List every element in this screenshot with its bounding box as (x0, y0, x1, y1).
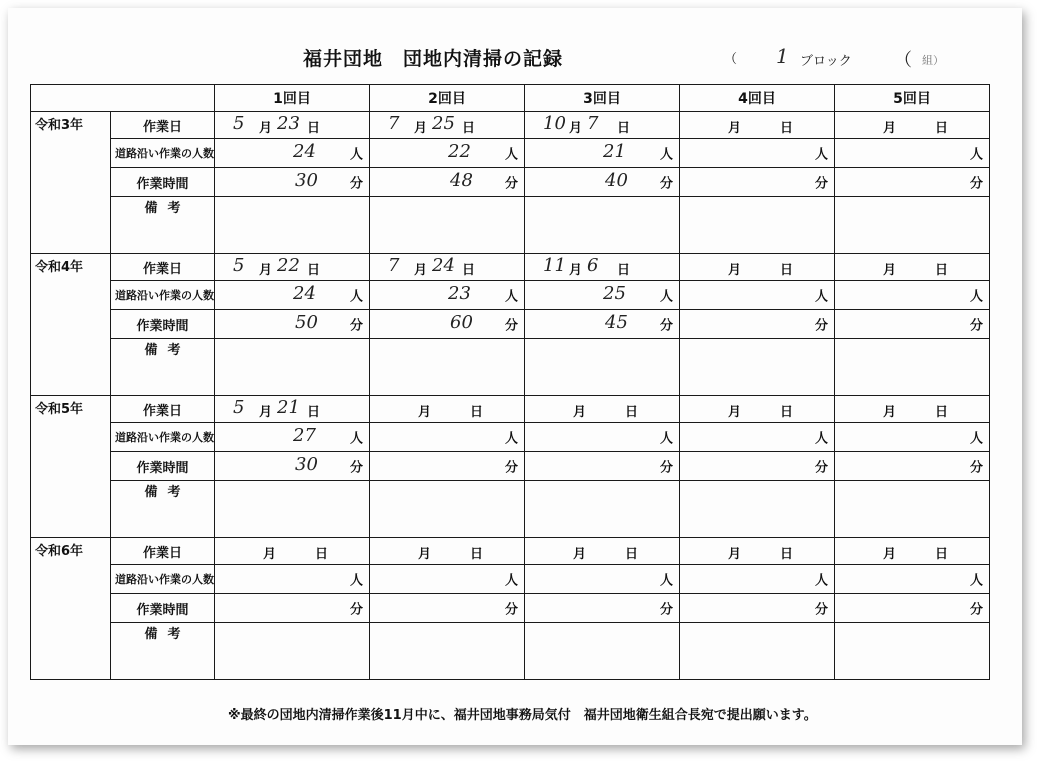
time-cell[interactable] (370, 594, 525, 623)
count-cell[interactable] (680, 281, 835, 310)
count-cell[interactable] (835, 565, 990, 594)
label-note (111, 339, 215, 396)
note-cell[interactable] (835, 339, 990, 396)
time-cell[interactable] (525, 310, 680, 339)
page-title: 福井団地 団地内清掃の記録 (303, 48, 564, 70)
note-cell[interactable] (370, 623, 525, 680)
date-cell[interactable] (215, 112, 370, 139)
time-cell[interactable] (835, 310, 990, 339)
count-cell[interactable] (835, 281, 990, 310)
unit-person: 人 (969, 147, 983, 163)
time-cell[interactable] (215, 310, 370, 339)
unit-minute: 分 (349, 460, 363, 476)
note-cell[interactable] (215, 197, 370, 254)
count-row (31, 281, 990, 310)
day-value: 7 (587, 113, 599, 134)
date-cell[interactable] (370, 538, 525, 565)
unit-minute: 分 (969, 176, 983, 192)
unit-person: 人 (504, 147, 518, 163)
label-time: 作業時間 (111, 594, 215, 623)
label-date: 作業日 (111, 396, 215, 423)
header-row (31, 85, 990, 112)
month-label: 月 (573, 405, 587, 420)
note-cell[interactable] (215, 481, 370, 538)
count-cell[interactable] (370, 423, 525, 452)
note-cell[interactable] (680, 197, 835, 254)
month-label: 月 (414, 121, 428, 136)
time-row (31, 310, 990, 339)
note-cell[interactable] (835, 481, 990, 538)
day-label: 日 (315, 547, 329, 562)
date-cell[interactable] (680, 112, 835, 139)
date-cell[interactable] (835, 396, 990, 423)
note-cell[interactable] (525, 339, 680, 396)
count-cell[interactable] (835, 423, 990, 452)
note-row (31, 339, 990, 396)
unit-minute: 分 (814, 602, 828, 618)
day-label: 日 (780, 405, 794, 420)
count-value: 24 (293, 141, 316, 162)
unit-person: 人 (969, 573, 983, 589)
block-paren-open: （ (724, 52, 738, 67)
count-value: 21 (603, 141, 626, 162)
date-row (31, 112, 990, 139)
month-label: 月 (728, 405, 742, 420)
count-cell[interactable] (680, 565, 835, 594)
day-label: 日 (307, 263, 321, 278)
month-label: 月 (728, 547, 742, 562)
time-cell[interactable] (835, 594, 990, 623)
date-cell[interactable] (680, 254, 835, 281)
day-label: 日 (935, 547, 949, 562)
count-row (31, 565, 990, 594)
month-label: 月 (728, 121, 742, 136)
unit-minute: 分 (659, 176, 673, 192)
unit-minute: 分 (349, 318, 363, 334)
month-value: 5 (233, 397, 245, 418)
count-cell[interactable] (215, 139, 370, 168)
unit-minute: 分 (659, 318, 673, 334)
count-value: 27 (293, 425, 316, 446)
note-cell[interactable] (835, 197, 990, 254)
day-value: 25 (432, 113, 455, 134)
month-value: 5 (233, 255, 245, 276)
note-row (31, 481, 990, 538)
time-value: 30 (295, 170, 318, 191)
note-label-text: 備考 (144, 343, 191, 358)
count-cell[interactable] (370, 565, 525, 594)
date-cell[interactable] (215, 538, 370, 565)
label-count: 道路沿い作業の人数 (111, 565, 215, 594)
kumi-paren-open: （ (894, 50, 912, 71)
month-label: 月 (728, 263, 742, 278)
month-value: 5 (233, 113, 245, 134)
note-label-text: 備考 (144, 201, 191, 216)
block-text: ブロック (800, 54, 852, 69)
time-cell[interactable] (835, 168, 990, 197)
note-cell[interactable] (370, 481, 525, 538)
date-cell[interactable] (215, 254, 370, 281)
unit-person: 人 (814, 573, 828, 589)
note-cell[interactable] (525, 481, 680, 538)
note-row (31, 623, 990, 680)
year-label: 令和4年 (31, 254, 111, 396)
footer-note: ※最終の団地内清掃作業後11月中に、福井団地事務局気付 福井団地衛生組合長宛で提出願います。 (228, 708, 817, 723)
day-label: 日 (780, 121, 794, 136)
date-row (31, 396, 990, 423)
header-round-3: 3回目 (525, 85, 680, 112)
month-label: 月 (883, 121, 897, 136)
label-time: 作業時間 (111, 452, 215, 481)
unit-person: 人 (504, 431, 518, 447)
note-label-text: 備考 (144, 485, 191, 500)
date-cell[interactable] (215, 396, 370, 423)
unit-minute: 分 (969, 602, 983, 618)
label-note (111, 623, 215, 680)
month-label: 月 (263, 547, 277, 562)
count-row (31, 423, 990, 452)
label-date: 作業日 (111, 538, 215, 565)
cleaning-record-table (30, 84, 990, 680)
note-cell[interactable] (680, 339, 835, 396)
month-value: 7 (388, 113, 400, 134)
label-note (111, 481, 215, 538)
header-round-4: 4回目 (680, 85, 835, 112)
time-value: 60 (450, 312, 473, 333)
month-label: 月 (259, 121, 273, 136)
count-cell[interactable] (525, 565, 680, 594)
month-value: 7 (388, 255, 400, 276)
date-cell[interactable] (525, 112, 680, 139)
time-cell[interactable] (215, 594, 370, 623)
header-round-1: 1回目 (215, 85, 370, 112)
month-label: 月 (418, 405, 432, 420)
time-cell[interactable] (680, 168, 835, 197)
time-value: 40 (605, 170, 628, 191)
label-date: 作業日 (111, 112, 215, 139)
year-label: 令和3年 (31, 112, 111, 254)
note-cell[interactable] (370, 339, 525, 396)
unit-minute: 分 (504, 460, 518, 476)
count-cell[interactable] (835, 139, 990, 168)
count-cell[interactable] (680, 423, 835, 452)
time-row (31, 452, 990, 481)
unit-minute: 分 (659, 602, 673, 618)
unit-minute: 分 (814, 176, 828, 192)
unit-person: 人 (349, 147, 363, 163)
month-label: 月 (259, 263, 273, 278)
unit-minute: 分 (349, 602, 363, 618)
day-value: 24 (432, 255, 455, 276)
unit-minute: 分 (659, 460, 673, 476)
month-label: 月 (883, 405, 897, 420)
month-label: 月 (418, 547, 432, 562)
unit-minute: 分 (969, 460, 983, 476)
time-cell[interactable] (680, 310, 835, 339)
date-cell[interactable] (835, 538, 990, 565)
count-value: 25 (603, 283, 626, 304)
label-time: 作業時間 (111, 168, 215, 197)
count-value: 22 (448, 141, 471, 162)
label-count: 道路沿い作業の人数 (111, 139, 215, 168)
month-value: 10 (543, 113, 566, 134)
month-label: 月 (883, 547, 897, 562)
unit-minute: 分 (504, 318, 518, 334)
time-row (31, 168, 990, 197)
time-cell[interactable] (215, 168, 370, 197)
time-value: 45 (605, 312, 628, 333)
day-label: 日 (935, 263, 949, 278)
note-label-text: 備考 (144, 627, 191, 642)
unit-person: 人 (814, 431, 828, 447)
unit-person: 人 (349, 289, 363, 305)
day-label: 日 (617, 121, 631, 136)
day-label: 日 (780, 547, 794, 562)
unit-minute: 分 (969, 318, 983, 334)
day-label: 日 (617, 263, 631, 278)
label-time: 作業時間 (111, 310, 215, 339)
note-cell[interactable] (680, 481, 835, 538)
date-row (31, 254, 990, 281)
time-value: 30 (295, 454, 318, 475)
label-count: 道路沿い作業の人数 (111, 281, 215, 310)
date-cell[interactable] (835, 112, 990, 139)
date-cell[interactable] (680, 396, 835, 423)
count-cell[interactable] (215, 281, 370, 310)
header-corner (31, 85, 215, 112)
unit-minute: 分 (349, 176, 363, 192)
header-round-2: 2回目 (370, 85, 525, 112)
kumi-text: 組） (922, 54, 944, 67)
date-cell[interactable] (525, 396, 680, 423)
date-cell[interactable] (370, 254, 525, 281)
count-cell[interactable] (370, 139, 525, 168)
unit-person: 人 (659, 431, 673, 447)
day-label: 日 (935, 405, 949, 420)
count-cell[interactable] (525, 423, 680, 452)
unit-minute: 分 (504, 602, 518, 618)
time-cell[interactable] (370, 168, 525, 197)
day-label: 日 (307, 121, 321, 136)
count-cell[interactable] (215, 565, 370, 594)
block-number: 1 (776, 44, 789, 68)
month-label: 月 (569, 263, 583, 278)
unit-person: 人 (504, 289, 518, 305)
day-label: 日 (625, 405, 639, 420)
day-label: 日 (470, 405, 484, 420)
day-label: 日 (780, 263, 794, 278)
note-cell[interactable] (370, 197, 525, 254)
unit-person: 人 (814, 147, 828, 163)
count-row (31, 139, 990, 168)
day-value: 23 (277, 113, 300, 134)
unit-person: 人 (969, 431, 983, 447)
time-value: 48 (450, 170, 473, 191)
day-value: 6 (587, 255, 599, 276)
month-value: 11 (543, 255, 566, 276)
time-cell[interactable] (680, 594, 835, 623)
unit-person: 人 (349, 431, 363, 447)
unit-person: 人 (659, 289, 673, 305)
month-label: 月 (883, 263, 897, 278)
date-cell[interactable] (525, 538, 680, 565)
time-cell[interactable] (525, 452, 680, 481)
label-note (111, 197, 215, 254)
day-label: 日 (462, 121, 476, 136)
unit-minute: 分 (814, 318, 828, 334)
month-label: 月 (569, 121, 583, 136)
month-label: 月 (259, 405, 273, 420)
unit-minute: 分 (504, 176, 518, 192)
count-cell[interactable] (215, 423, 370, 452)
time-cell[interactable] (835, 452, 990, 481)
date-cell[interactable] (525, 254, 680, 281)
count-cell[interactable] (525, 281, 680, 310)
count-cell[interactable] (370, 281, 525, 310)
unit-person: 人 (659, 147, 673, 163)
time-cell[interactable] (525, 168, 680, 197)
note-cell[interactable] (525, 197, 680, 254)
year-label: 令和5年 (31, 396, 111, 538)
date-cell[interactable] (370, 396, 525, 423)
date-row (31, 538, 990, 565)
time-cell[interactable] (370, 452, 525, 481)
note-cell[interactable] (525, 623, 680, 680)
date-cell[interactable] (680, 538, 835, 565)
block-label (724, 44, 964, 72)
day-value: 21 (277, 397, 300, 418)
count-cell[interactable] (525, 139, 680, 168)
unit-person: 人 (969, 289, 983, 305)
day-label: 日 (462, 263, 476, 278)
month-label: 月 (414, 263, 428, 278)
label-date: 作業日 (111, 254, 215, 281)
date-cell[interactable] (835, 254, 990, 281)
time-cell[interactable] (525, 594, 680, 623)
unit-person: 人 (814, 289, 828, 305)
note-cell[interactable] (215, 623, 370, 680)
year-label: 令和6年 (31, 538, 111, 680)
time-cell[interactable] (370, 310, 525, 339)
date-cell[interactable] (370, 112, 525, 139)
month-label: 月 (573, 547, 587, 562)
unit-minute: 分 (814, 460, 828, 476)
note-cell[interactable] (680, 623, 835, 680)
time-value: 50 (295, 312, 318, 333)
time-cell[interactable] (680, 452, 835, 481)
count-cell[interactable] (680, 139, 835, 168)
day-value: 22 (277, 255, 300, 276)
day-label: 日 (935, 121, 949, 136)
time-cell[interactable] (215, 452, 370, 481)
count-value: 24 (293, 283, 316, 304)
day-label: 日 (625, 547, 639, 562)
header-round-5: 5回目 (835, 85, 990, 112)
day-label: 日 (307, 405, 321, 420)
day-label: 日 (470, 547, 484, 562)
note-cell[interactable] (835, 623, 990, 680)
note-row (31, 197, 990, 254)
unit-person: 人 (504, 573, 518, 589)
count-value: 23 (448, 283, 471, 304)
unit-person: 人 (659, 573, 673, 589)
note-cell[interactable] (215, 339, 370, 396)
time-row (31, 594, 990, 623)
unit-person: 人 (349, 573, 363, 589)
label-count: 道路沿い作業の人数 (111, 423, 215, 452)
